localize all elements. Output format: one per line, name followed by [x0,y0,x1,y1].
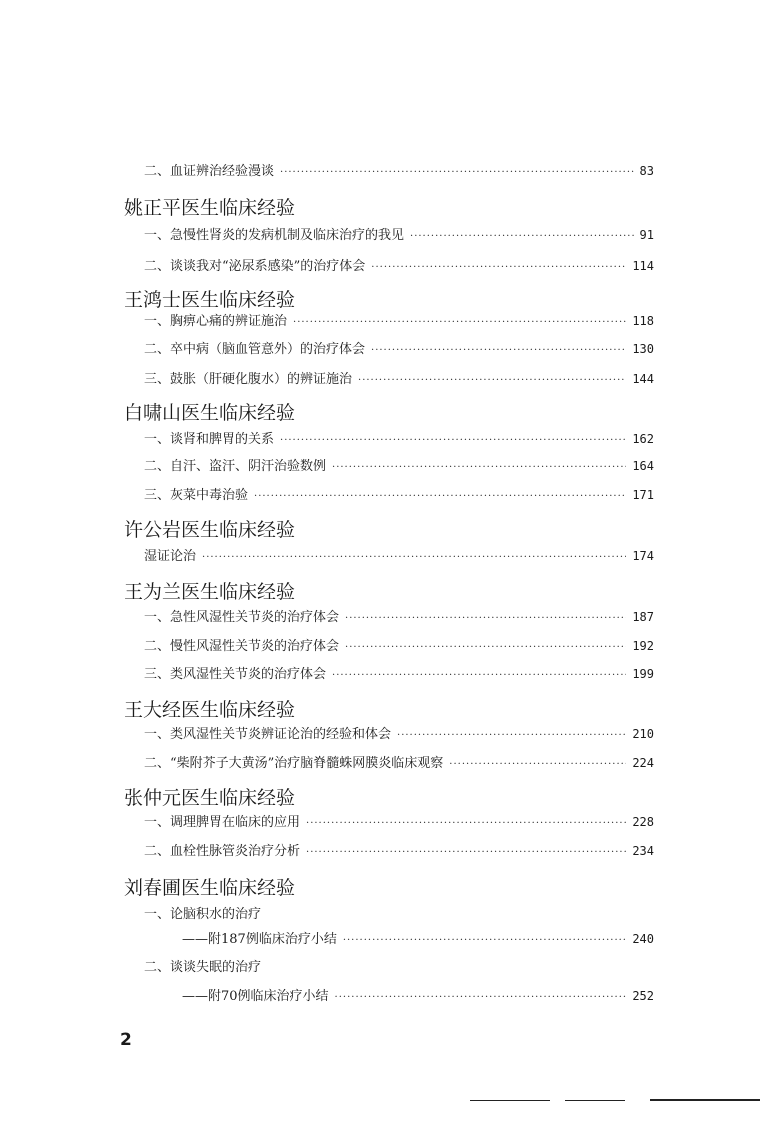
entry-page-number: 228 [632,815,654,829]
toc-entry [144,368,654,387]
toc-entry [144,224,654,243]
leader-dots [335,992,627,1003]
toc-entry [144,840,654,859]
toc-entry [182,985,654,1004]
entry-label: 三、类风湿性关节炎的治疗体会 [144,667,327,682]
leader-dots [345,613,626,624]
entry-label: 一、急慢性肾炎的发病机制及临床治疗的我见 [144,228,405,243]
entry-label: 一、论脑积水的治疗 [144,907,262,922]
section-heading [124,695,664,722]
toc-entry [144,663,654,682]
leader-dots [254,491,626,502]
toc-entry [144,338,654,357]
leader-dots [280,435,626,446]
toc-entry [144,428,654,447]
entry-label: 一、类风湿性关节炎辨证论治的经验和体会 [144,727,392,742]
leader-dots [371,262,626,273]
entry-page-number: 199 [632,667,654,681]
section-heading [124,193,664,220]
leader-dots [358,375,626,386]
entry-label: 二、“柴附芥子大黄汤”治疗脑脊髓蛛网膜炎临床观察 [144,756,444,771]
toc-entry [144,606,654,625]
entry-page-number: 187 [632,610,654,624]
entry-page-number: 118 [632,314,654,328]
entry-label: 三、鼓胀（肝硬化腹水）的辨证施治 [144,372,353,387]
toc-entry [144,723,654,742]
leader-dots [343,935,626,946]
leader-dots [449,759,626,770]
entry-label: 一、调理脾胃在临床的应用 [144,815,301,830]
scan-edge-line [470,1100,550,1101]
leader-dots [202,552,626,563]
entry-label: 姚正平医生临床经验 [124,197,296,219]
entry-page-number: 171 [632,488,654,502]
entry-label: ——附187例临床治疗小结 [182,932,337,947]
entry-page-number: 114 [632,259,654,273]
toc-entry [182,928,654,947]
entry-page-number: 240 [632,932,654,946]
toc-entry [144,255,654,274]
scan-edge-line [565,1100,625,1101]
entry-page-number: 252 [632,989,654,1003]
entry-label: 二、谈谈失眠的治疗 [144,960,262,975]
entry-label: ——附70例临床治疗小结 [182,989,329,1004]
entry-label: 许公岩医生临床经验 [124,519,296,541]
entry-label: 三、灰菜中毒治验 [144,488,249,503]
leader-dots [280,167,634,178]
section-heading [124,285,664,312]
toc-entry [144,635,654,654]
entry-page-number: 174 [632,549,654,563]
leader-dots [293,317,626,328]
entry-label: 白啸山医生临床经验 [124,402,296,424]
entry-page-number: 164 [632,459,654,473]
leader-dots [332,462,626,473]
entry-page-number: 130 [632,342,654,356]
toc-entry [144,811,654,830]
entry-label: 二、卒中病（脑血管意外）的治疗体会 [144,342,366,357]
entry-page-number: 144 [632,372,654,386]
section-heading [124,783,664,810]
entry-label: 一、急性风湿性关节炎的治疗体会 [144,610,340,625]
leader-dots [410,231,634,242]
entry-label: 二、慢性风湿性关节炎的治疗体会 [144,639,340,654]
entry-label: 二、自汗、盗汗、阴汗治验数例 [144,459,327,474]
entry-title [144,903,654,922]
leader-dots [306,818,626,829]
toc-entry [144,545,654,564]
entry-label: 王大经医生临床经验 [124,699,296,721]
entry-title [144,956,654,975]
entry-page-number: 234 [632,844,654,858]
section-heading [124,577,664,604]
toc-entry [144,752,654,771]
toc-entry [144,310,654,329]
entry-label: 刘春圃医生临床经验 [124,877,296,899]
section-heading [124,515,664,542]
entry-label: 一、谈肾和脾胃的关系 [144,432,275,447]
toc-entry [144,484,654,503]
entry-label: 王为兰医生临床经验 [124,581,296,603]
entry-page-number: 91 [639,228,654,242]
entry-label: 张仲元医生临床经验 [124,787,296,809]
toc-entry [144,455,654,474]
toc-entry [144,160,654,179]
entry-label: 湿证论治 [144,549,197,564]
entry-page-number: 162 [632,432,654,446]
leader-dots [345,642,626,653]
entry-page-number: 210 [632,727,654,741]
page-number: 2 [120,1030,132,1050]
leader-dots [397,730,626,741]
entry-label: 王鸿士医生临床经验 [124,289,296,311]
entry-label: 二、血栓性脉管炎治疗分析 [144,844,301,859]
entry-page-number: 224 [632,756,654,770]
section-heading [124,873,664,900]
entry-page-number: 83 [639,164,654,178]
entry-label: 二、血证辨治经验漫谈 [144,164,275,179]
scan-edge-line [650,1099,760,1101]
entry-label: 二、谈谈我对“泌尿系感染”的治疗体会 [144,259,366,274]
leader-dots [371,345,626,356]
section-heading [124,398,664,425]
leader-dots [332,670,626,681]
entry-label: 一、胸痹心痛的辨证施治 [144,314,288,329]
leader-dots [306,847,626,858]
entry-page-number: 192 [632,639,654,653]
